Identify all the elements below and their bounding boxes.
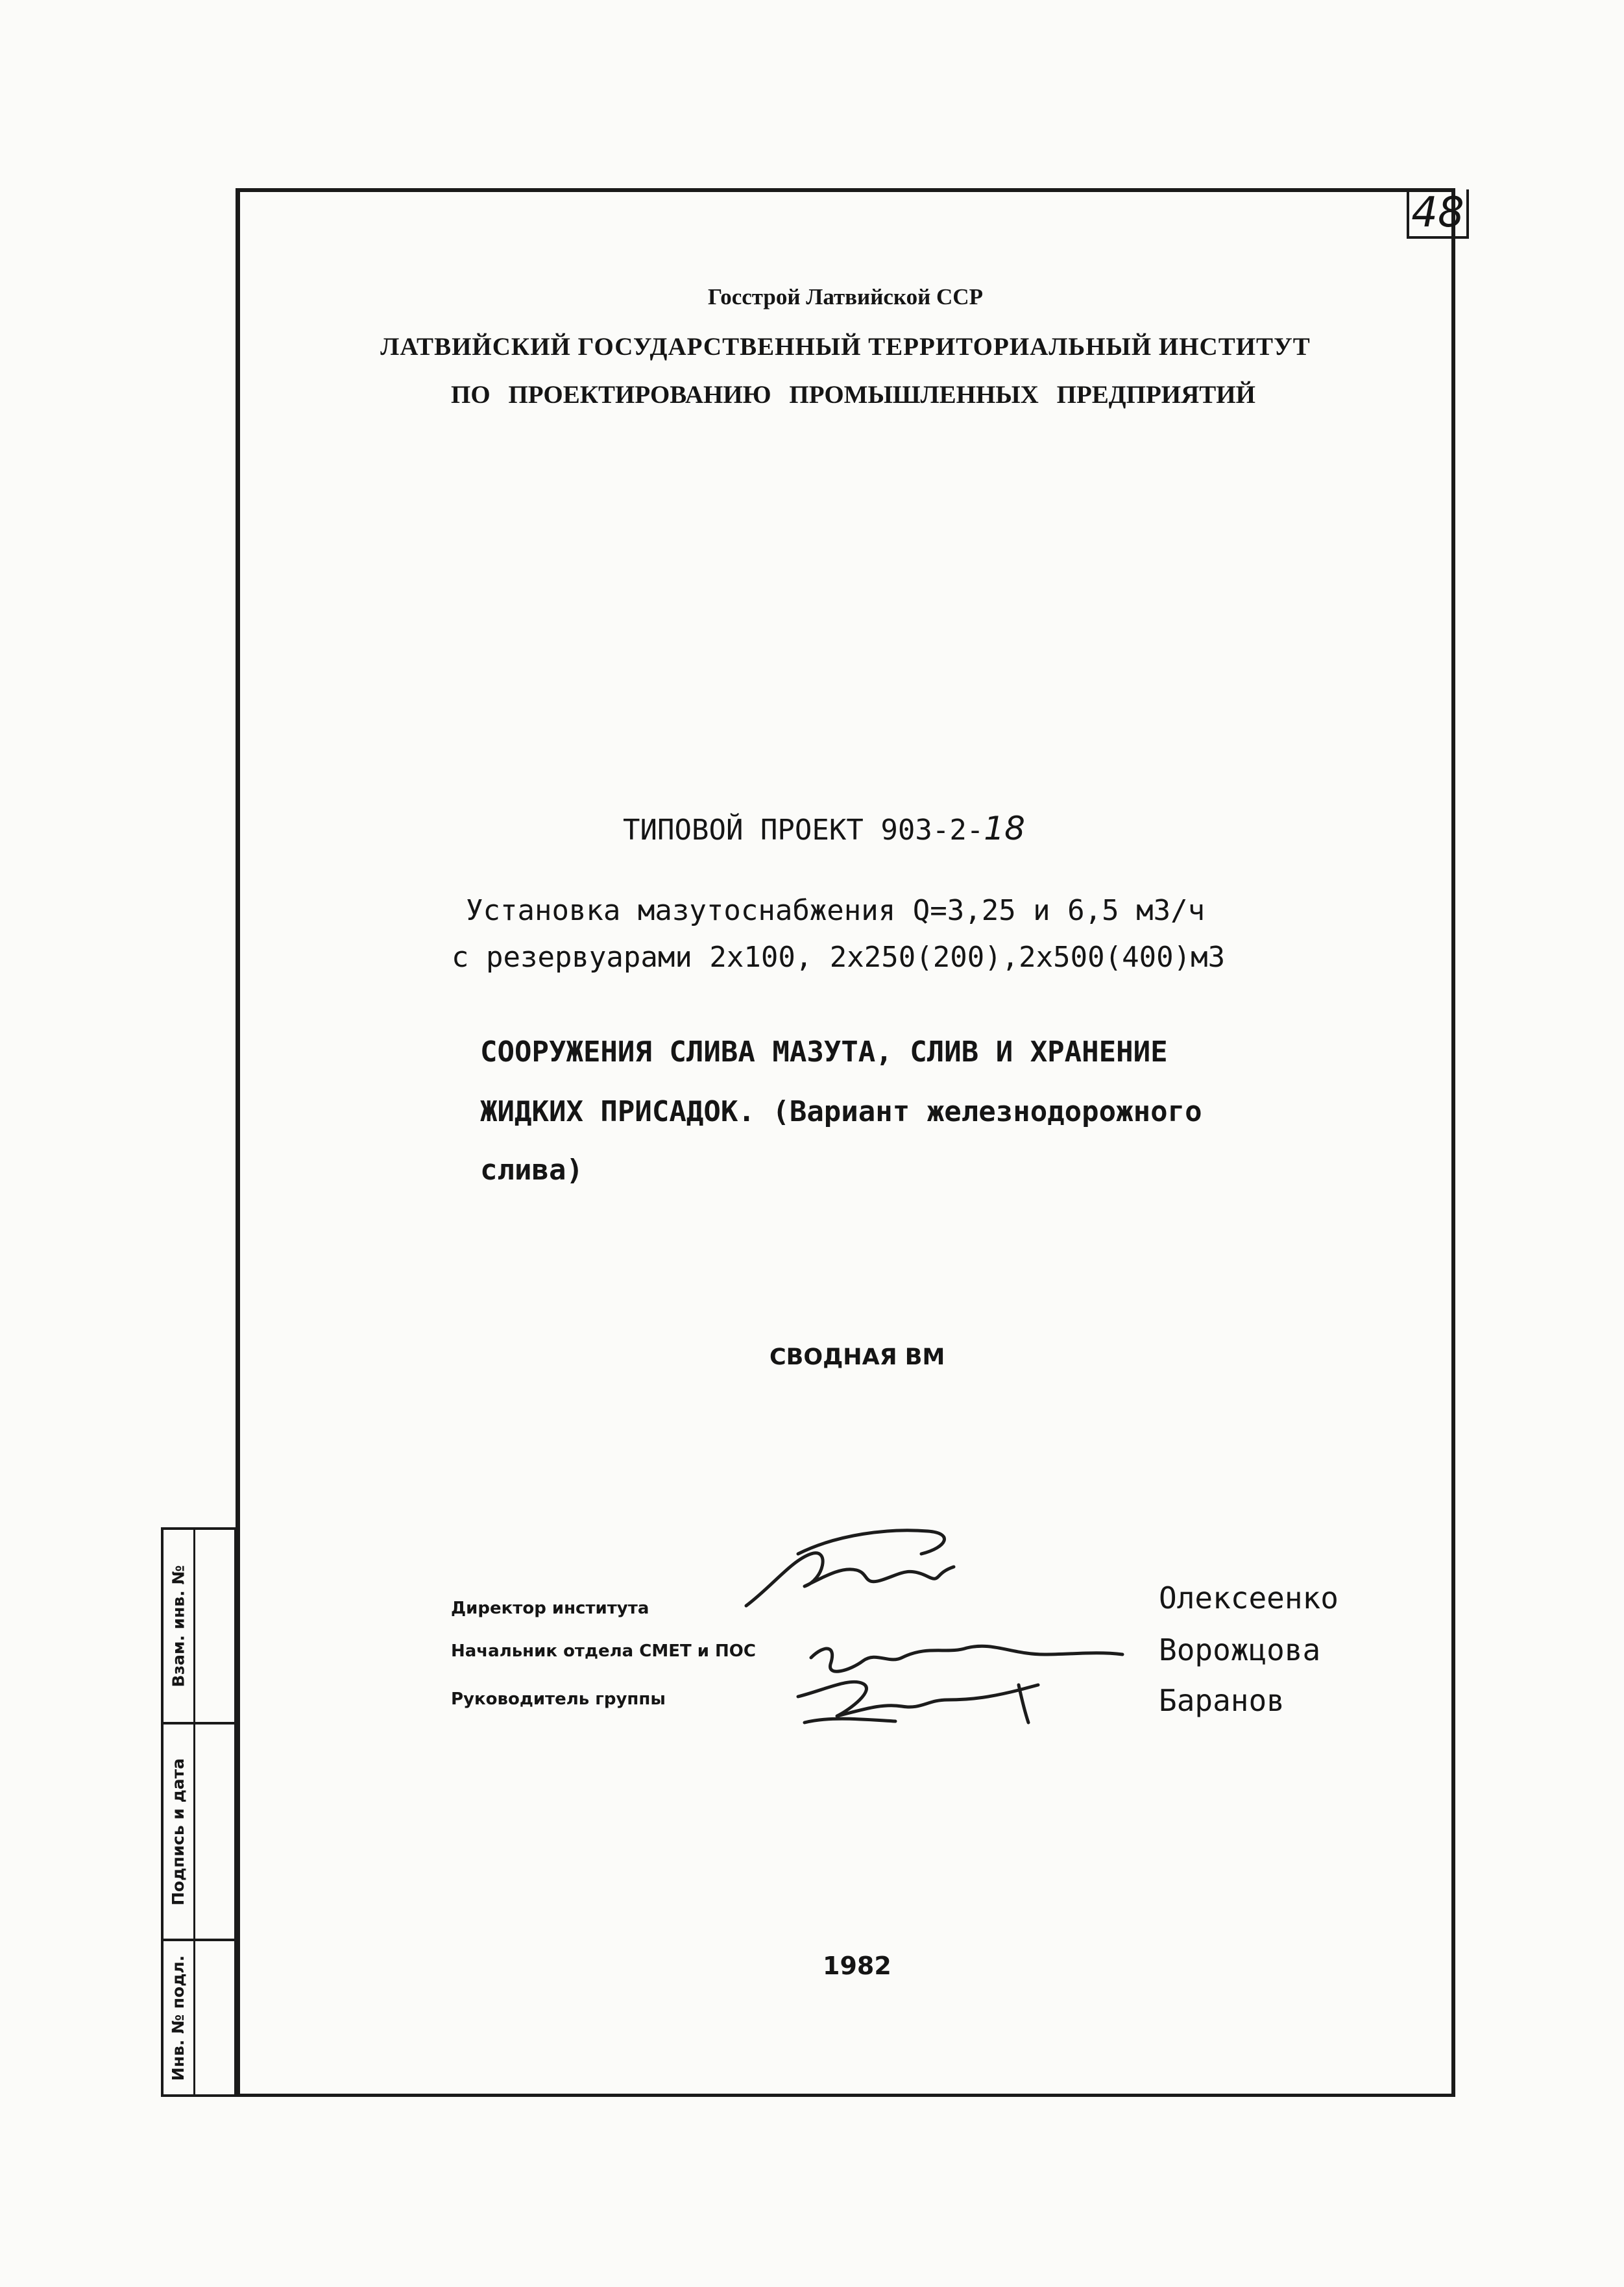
approval-name: Ворожцова <box>1159 1632 1321 1667</box>
section-line-1: СООРУЖЕНИЯ СЛИВА МАЗУТА, СЛИВ И ХРАНЕНИЕ <box>480 1035 1168 1069</box>
section-line-2: ЖИДКИХ ПРИСАДОК. (Вариант железнодорожного <box>480 1095 1202 1128</box>
institute-line-2 <box>451 380 1255 409</box>
institute-word: ПРОМЫШЛЕННЫХ <box>789 381 1039 409</box>
handwritten-signatures <box>733 1515 1187 1774</box>
page-frame <box>236 188 1455 2097</box>
approval-role: Начальник отдела СМЕТ и ПОС <box>451 1641 756 1661</box>
section-line-3: слива) <box>480 1154 583 1187</box>
sidebar-field-label: Взам. инв. № <box>169 1565 188 1687</box>
signature-head <box>811 1646 1122 1671</box>
project-desc-line-1: Установка мазутоснабжения Q=3,25 и 6,5 м3/ч <box>466 894 1206 927</box>
institute-word: ПРЕДПРИЯТИЙ <box>1056 381 1255 409</box>
sidebar-field <box>164 1724 193 1939</box>
sidebar-field-label: Инв. № подл. <box>169 1955 188 2081</box>
institute-word: ПО <box>451 381 491 409</box>
sidebar-column-divider <box>193 1530 195 2094</box>
project-desc-line-2: с резервуарами 2х100, 2х250(200),2х500(400)м3 <box>452 941 1226 974</box>
institute-line: ЛАТВИЙСКИЙ ГОСУДАРСТВЕННЫЙ ТЕРРИТОРИАЛЬНЫЙ ИНСТИТУТ <box>380 333 1311 361</box>
ministry-line: Госстрой Латвийской ССР <box>708 284 983 309</box>
approval-role: Руководитель группы <box>451 1689 666 1709</box>
signature-lead <box>798 1682 1038 1723</box>
project-title <box>623 810 1025 847</box>
approval-name: Баранов <box>1159 1683 1285 1718</box>
sidebar-field-label: Подпись и дата <box>169 1758 188 1906</box>
signature-director <box>746 1531 954 1606</box>
year: 1982 <box>823 1952 891 1980</box>
project-number: 18 <box>984 810 1025 847</box>
sheet-number: 48 <box>1407 189 1469 239</box>
sidebar-field <box>164 1941 193 2094</box>
stamp-sidebar <box>161 1527 237 2097</box>
approval-name: Олексеенко <box>1159 1580 1339 1615</box>
institute-word: ПРОЕКТИРОВАНИЮ <box>508 381 771 409</box>
project-label: ТИПОВОЙ ПРОЕКТ 903-2- <box>623 814 984 847</box>
sidebar-field <box>164 1530 193 1722</box>
approval-role: Директор института <box>451 1599 649 1618</box>
document-subtitle: СВОДНАЯ ВМ <box>770 1344 945 1370</box>
